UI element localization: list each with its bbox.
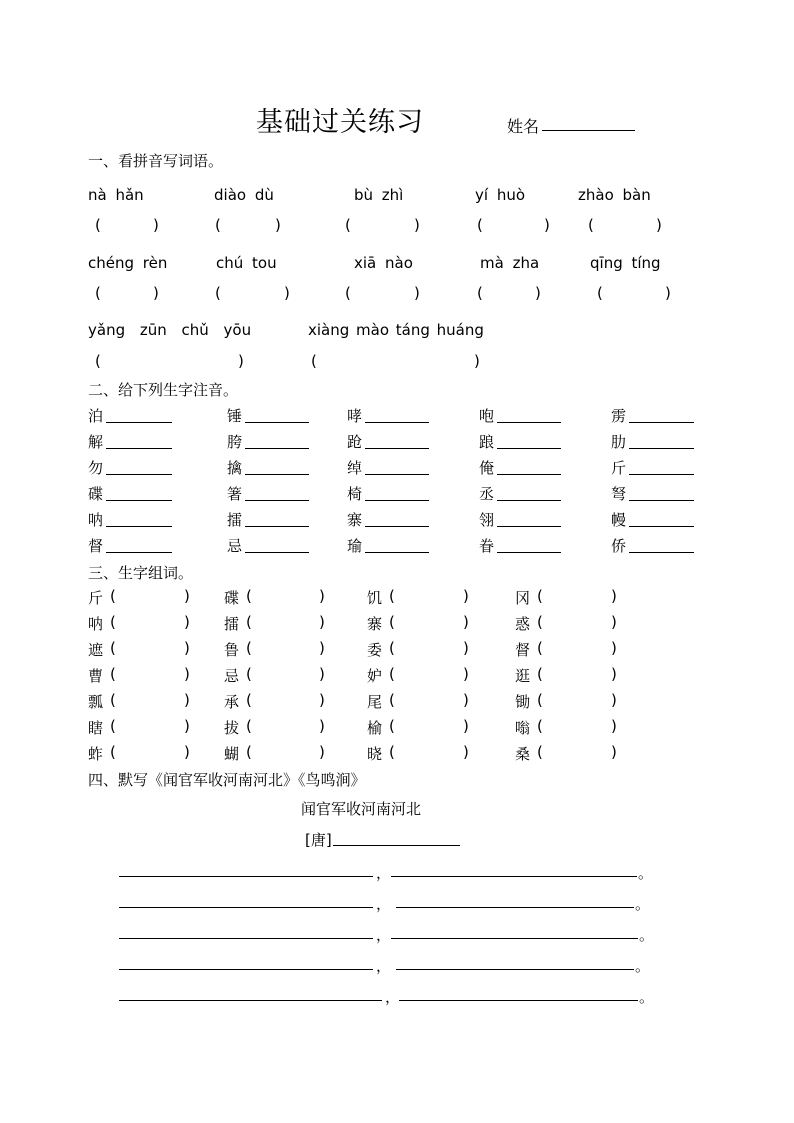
- word-close-paren: ): [319, 639, 325, 657]
- word-character: 逛: [515, 667, 531, 685]
- dictation-line-field[interactable]: [391, 938, 638, 939]
- phonetic-character: 侨: [611, 537, 627, 555]
- answer-open-paren: (: [215, 284, 221, 302]
- pinyin-item: chéng rèn: [88, 254, 168, 272]
- answer-close-paren: ): [414, 216, 420, 234]
- word-close-paren: ): [184, 613, 190, 631]
- pinyin-answer-field[interactable]: [497, 474, 561, 475]
- pinyin-answer-field[interactable]: [629, 500, 694, 501]
- word-open-paren: (: [110, 639, 116, 657]
- phonetic-character: 胯: [227, 433, 243, 451]
- pinyin-answer-field[interactable]: [245, 448, 309, 449]
- dictation-line-field[interactable]: [396, 907, 634, 908]
- answer-close-paren: ): [414, 284, 420, 302]
- word-open-paren: (: [537, 665, 543, 683]
- phonetic-character: 跄: [347, 433, 363, 451]
- name-field[interactable]: [542, 130, 635, 131]
- answer-close-paren: ): [535, 284, 541, 302]
- word-character: 妒: [367, 667, 383, 685]
- comma-mark: ，: [376, 957, 392, 975]
- word-open-paren: (: [246, 717, 252, 735]
- answer-open-paren: (: [477, 284, 483, 302]
- phonetic-character: 擂: [227, 511, 243, 529]
- dictation-line-field[interactable]: [399, 1000, 638, 1001]
- word-open-paren: (: [389, 691, 395, 709]
- phonetic-character: 箸: [227, 485, 243, 503]
- word-open-paren: (: [246, 587, 252, 605]
- dictation-line-field[interactable]: [119, 1000, 382, 1001]
- word-close-paren: ): [319, 665, 325, 683]
- word-open-paren: (: [389, 665, 395, 683]
- pinyin-answer-field[interactable]: [629, 526, 694, 527]
- word-open-paren: (: [246, 691, 252, 709]
- pinyin-item: zhào bàn: [578, 186, 651, 204]
- answer-open-paren: (: [95, 284, 101, 302]
- word-character: 尾: [367, 693, 383, 711]
- word-close-paren: ): [463, 665, 469, 683]
- pinyin-answer-field[interactable]: [106, 500, 172, 501]
- dictation-line-field[interactable]: [119, 876, 373, 877]
- answer-open-paren: (: [345, 284, 351, 302]
- pinyin-item: yí huò: [475, 186, 526, 204]
- word-close-paren: ): [611, 587, 617, 605]
- word-close-paren: ): [319, 613, 325, 631]
- pinyin-item: xiā nào: [354, 254, 413, 272]
- phonetic-character: 锤: [227, 407, 243, 425]
- word-close-paren: ): [319, 587, 325, 605]
- word-character: 呐: [88, 615, 104, 633]
- word-open-paren: (: [110, 613, 116, 631]
- word-open-paren: (: [537, 639, 543, 657]
- phonetic-character: 眷: [479, 537, 495, 555]
- pinyin-answer-field[interactable]: [106, 526, 172, 527]
- phonetic-character: 斤: [611, 459, 627, 477]
- poem-author-field[interactable]: [333, 845, 460, 846]
- pinyin-answer-field[interactable]: [245, 526, 309, 527]
- word-open-paren: (: [537, 717, 543, 735]
- comma-mark: ，: [376, 864, 392, 882]
- pinyin-answer-field[interactable]: [365, 422, 429, 423]
- dictation-line-field[interactable]: [119, 969, 373, 970]
- word-character: 承: [224, 693, 240, 711]
- phonetic-character: 忌: [227, 537, 243, 555]
- pinyin-item: bù zhì: [354, 186, 404, 204]
- word-character: 晓: [367, 745, 383, 763]
- word-open-paren: (: [246, 665, 252, 683]
- answer-close-paren: ): [238, 352, 244, 370]
- word-character: 瞎: [88, 719, 104, 737]
- word-open-paren: (: [537, 743, 543, 761]
- word-close-paren: ): [611, 639, 617, 657]
- word-character: 遮: [88, 641, 104, 659]
- word-open-paren: (: [537, 587, 543, 605]
- word-open-paren: (: [246, 613, 252, 631]
- pinyin-answer-field[interactable]: [629, 422, 694, 423]
- answer-open-paren: (: [597, 284, 603, 302]
- pinyin-answer-field[interactable]: [629, 552, 694, 553]
- word-open-paren: (: [246, 639, 252, 657]
- word-open-paren: (: [389, 639, 395, 657]
- word-character: 寨: [367, 615, 383, 633]
- answer-close-paren: ): [153, 284, 159, 302]
- answer-close-paren: ): [474, 352, 480, 370]
- pinyin-answer-field[interactable]: [106, 552, 172, 553]
- pinyin-answer-field[interactable]: [629, 448, 694, 449]
- phonetic-character: 肋: [611, 433, 627, 451]
- phonetic-character: 督: [88, 537, 104, 555]
- word-character: 擂: [224, 615, 240, 633]
- dictation-line-field[interactable]: [119, 907, 373, 908]
- phonetic-character: 绰: [347, 459, 363, 477]
- word-close-paren: ): [611, 665, 617, 683]
- pinyin-answer-field[interactable]: [106, 474, 172, 475]
- name-label: 姓名: [507, 117, 540, 136]
- comma-mark: ，: [385, 988, 401, 1006]
- word-open-paren: (: [389, 587, 395, 605]
- word-close-paren: ): [184, 587, 190, 605]
- word-character: 斤: [88, 589, 104, 607]
- poem-dynasty: [唐]: [305, 831, 332, 849]
- word-character: 忌: [224, 667, 240, 685]
- pinyin-answer-field[interactable]: [245, 552, 309, 553]
- word-character: 惑: [515, 615, 531, 633]
- phonetic-character: 踉: [479, 433, 495, 451]
- word-open-paren: (: [110, 717, 116, 735]
- phonetic-character: 丞: [479, 485, 495, 503]
- word-character: 榆: [367, 719, 383, 737]
- phonetic-character: 瑜: [347, 537, 363, 555]
- phonetic-character: 勿: [88, 459, 104, 477]
- word-open-paren: (: [389, 613, 395, 631]
- word-close-paren: ): [463, 717, 469, 735]
- pinyin-answer-field[interactable]: [106, 422, 172, 423]
- period-mark: 。: [639, 988, 655, 1006]
- phonetic-character: 哮: [347, 407, 363, 425]
- word-open-paren: (: [537, 613, 543, 631]
- pinyin-item: diào dù: [214, 186, 274, 204]
- answer-open-paren: (: [95, 216, 101, 234]
- phonetic-character: 翎: [479, 511, 495, 529]
- word-close-paren: ): [319, 743, 325, 761]
- word-close-paren: ): [184, 743, 190, 761]
- word-open-paren: (: [389, 743, 395, 761]
- comma-mark: ，: [376, 895, 392, 913]
- period-mark: 。: [638, 864, 654, 882]
- section2-heading: 二、给下列生字注音。: [88, 381, 239, 399]
- word-character: 蝴: [224, 745, 240, 763]
- word-close-paren: ): [463, 613, 469, 631]
- word-close-paren: ): [611, 717, 617, 735]
- word-close-paren: ): [184, 639, 190, 657]
- phonetic-character: 雳: [611, 407, 627, 425]
- pinyin-answer-field[interactable]: [365, 526, 429, 527]
- pinyin-item: mà zha: [480, 254, 540, 272]
- pinyin-answer-field[interactable]: [245, 500, 309, 501]
- pinyin-answer-field[interactable]: [497, 500, 561, 501]
- word-close-paren: ): [611, 691, 617, 709]
- word-close-paren: ): [184, 717, 190, 735]
- pinyin-item: yǎng zūn chǔ yōu: [88, 321, 252, 339]
- phonetic-character: 咆: [479, 407, 495, 425]
- word-character: 委: [367, 641, 383, 659]
- word-character: 冈: [515, 589, 531, 607]
- comma-mark: ，: [376, 926, 392, 944]
- answer-close-paren: ): [153, 216, 159, 234]
- answer-open-paren: (: [311, 352, 317, 370]
- phonetic-character: 呐: [88, 511, 104, 529]
- phonetic-character: 弩: [611, 485, 627, 503]
- answer-close-paren: ): [544, 216, 550, 234]
- word-close-paren: ): [463, 639, 469, 657]
- word-close-paren: ): [184, 691, 190, 709]
- word-character: 督: [515, 641, 531, 659]
- word-character: 锄: [515, 693, 531, 711]
- word-close-paren: ): [319, 717, 325, 735]
- word-open-paren: (: [110, 587, 116, 605]
- pinyin-answer-field[interactable]: [497, 422, 561, 423]
- dictation-line-field[interactable]: [391, 876, 637, 877]
- pinyin-answer-field[interactable]: [365, 500, 429, 501]
- word-close-paren: ): [463, 587, 469, 605]
- pinyin-answer-field[interactable]: [365, 474, 429, 475]
- pinyin-answer-field[interactable]: [365, 448, 429, 449]
- word-character: 嗡: [515, 719, 531, 737]
- pinyin-answer-field[interactable]: [106, 448, 172, 449]
- answer-open-paren: (: [588, 216, 594, 234]
- pinyin-item: chú tou: [216, 254, 277, 272]
- word-open-paren: (: [389, 717, 395, 735]
- pinyin-answer-field[interactable]: [245, 422, 309, 423]
- word-close-paren: ): [319, 691, 325, 709]
- dictation-line-field[interactable]: [396, 969, 634, 970]
- pinyin-answer-field[interactable]: [365, 552, 429, 553]
- pinyin-answer-field[interactable]: [245, 474, 309, 475]
- period-mark: 。: [639, 926, 655, 944]
- answer-close-paren: ): [284, 284, 290, 302]
- phonetic-character: 椅: [347, 485, 363, 503]
- answer-close-paren: ): [665, 284, 671, 302]
- word-close-paren: ): [463, 691, 469, 709]
- section3-heading: 三、生字组词。: [88, 564, 194, 582]
- answer-close-paren: ): [656, 216, 662, 234]
- pinyin-answer-field[interactable]: [629, 474, 694, 475]
- dictation-line-field[interactable]: [119, 938, 373, 939]
- period-mark: 。: [635, 957, 651, 975]
- word-character: 曹: [88, 667, 104, 685]
- word-character: 蚱: [88, 745, 104, 763]
- period-mark: 。: [635, 895, 651, 913]
- pinyin-item: xiàng mào táng huáng: [308, 321, 484, 339]
- pinyin-answer-field[interactable]: [497, 526, 561, 527]
- word-open-paren: (: [537, 691, 543, 709]
- answer-open-paren: (: [345, 216, 351, 234]
- word-close-paren: ): [611, 743, 617, 761]
- word-close-paren: ): [611, 613, 617, 631]
- section4-heading: 四、默写《闻官军收河南河北》《鸟鸣涧》: [88, 771, 366, 789]
- pinyin-item: nà hǎn: [88, 186, 144, 204]
- phonetic-character: 擒: [227, 459, 243, 477]
- word-close-paren: ): [184, 665, 190, 683]
- pinyin-answer-field[interactable]: [497, 448, 561, 449]
- word-character: 碟: [224, 589, 240, 607]
- pinyin-answer-field[interactable]: [497, 552, 561, 553]
- phonetic-character: 俺: [479, 459, 495, 477]
- answer-open-paren: (: [215, 216, 221, 234]
- poem-title: 闻官军收河南河北: [301, 800, 422, 818]
- phonetic-character: 寨: [347, 511, 363, 529]
- word-character: 鲁: [224, 641, 240, 659]
- phonetic-character: 解: [88, 433, 104, 451]
- phonetic-character: 碟: [88, 485, 104, 503]
- word-open-paren: (: [246, 743, 252, 761]
- word-character: 拔: [224, 719, 240, 737]
- section1-heading: 一、看拼音写词语。: [88, 152, 224, 170]
- phonetic-character: 泊: [88, 407, 104, 425]
- page-title: 基础过关练习: [256, 107, 424, 138]
- word-open-paren: (: [110, 691, 116, 709]
- answer-close-paren: ): [275, 216, 281, 234]
- answer-open-paren: (: [477, 216, 483, 234]
- pinyin-item: qīng tíng: [590, 254, 661, 272]
- phonetic-character: 幔: [611, 511, 627, 529]
- word-open-paren: (: [110, 743, 116, 761]
- word-character: 饥: [367, 589, 383, 607]
- word-close-paren: ): [463, 743, 469, 761]
- word-character: 桑: [515, 745, 531, 763]
- word-character: 瓢: [88, 693, 104, 711]
- word-open-paren: (: [110, 665, 116, 683]
- answer-open-paren: (: [95, 352, 101, 370]
